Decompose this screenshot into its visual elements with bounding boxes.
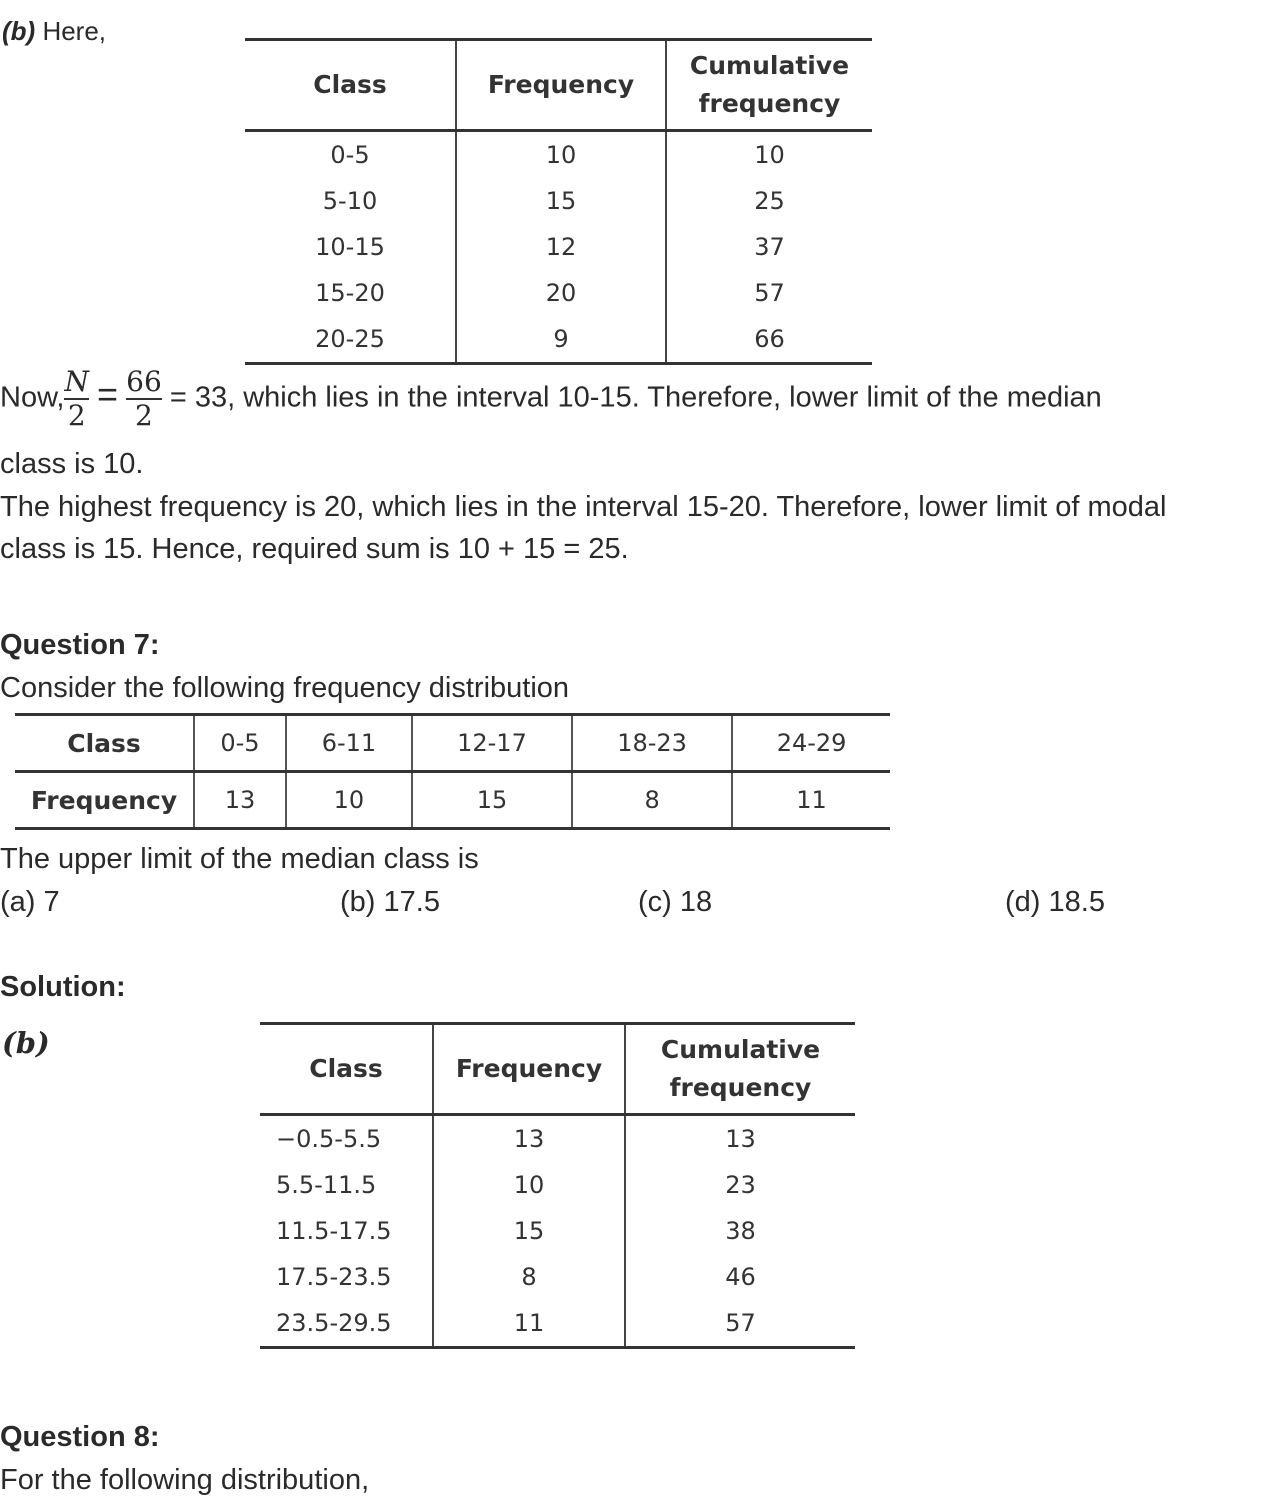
cumulative-cell: 46 <box>625 1254 855 1300</box>
answer-label <box>2 10 106 52</box>
frequency-cell: 15 <box>433 1208 625 1254</box>
frequency-cell: 9 <box>456 316 666 364</box>
class-cell: 10-15 <box>315 233 385 261</box>
median-text: = 33, which lies in the interval 10-15. Therefore, lower limit of the median <box>169 381 1102 414</box>
cumulative-frequency-table-2 <box>260 1022 855 1349</box>
header-frequency: Frequency <box>456 40 666 131</box>
frequency-cell: 8 <box>572 772 732 829</box>
header-frequency: Frequency <box>433 1024 625 1115</box>
class-cell: 0-5 <box>194 715 286 772</box>
class-cell: 12-17 <box>412 715 572 772</box>
cumulative-cell: 10 <box>666 131 872 179</box>
class-cell: 5-10 <box>322 187 378 215</box>
header-cumulative: Cumulative frequency <box>666 40 872 131</box>
table-row <box>245 316 872 364</box>
frequency-cell: 8 <box>433 1254 625 1300</box>
table-row <box>260 1300 855 1348</box>
frequency-cell: 13 <box>433 1115 625 1163</box>
cumulative-cell: 38 <box>625 1208 855 1254</box>
equals-sign: = <box>97 373 119 415</box>
question-7-intro: Consider the following frequency distribution <box>0 672 570 704</box>
table-row <box>260 1208 855 1254</box>
frequency-cell: 12 <box>456 224 666 270</box>
cumulative-cell: 57 <box>625 1300 855 1348</box>
modal-text-1: The highest frequency is 20, which lies in the interval 15-20. Therefore, lower limit of modal <box>0 491 1167 523</box>
frequency-cell: 10 <box>286 772 412 829</box>
median-line <box>0 366 1102 432</box>
class-cell: 24-29 <box>732 715 890 772</box>
fraction-denominator: 2 <box>67 399 86 432</box>
cumulative-frequency-table-1 <box>245 38 872 365</box>
frequency-cell: 10 <box>433 1162 625 1208</box>
frequency-cell: 13 <box>194 772 286 829</box>
header-class: Class <box>245 40 456 131</box>
fraction-denominator-2: 2 <box>135 399 153 432</box>
class-cell: 6-11 <box>286 715 412 772</box>
row-label-class: Class <box>15 715 194 772</box>
now-text: Now, <box>0 381 65 414</box>
cumulative-cell: 66 <box>666 316 872 364</box>
class-cell: 17.5-23.5 <box>276 1263 392 1291</box>
header-cumulative: Cumulative frequency <box>625 1024 855 1115</box>
fraction-numerator: N <box>64 365 89 398</box>
question-7-text: The upper limit of the median class is <box>0 843 479 875</box>
header-class: Class <box>260 1024 433 1115</box>
answer-intro: Here, <box>42 16 107 46</box>
table-row <box>245 224 872 270</box>
cumulative-cell: 23 <box>625 1162 855 1208</box>
class-cell: 18-23 <box>572 715 732 772</box>
row-label-frequency: Frequency <box>30 785 178 815</box>
cumulative-cell: 13 <box>625 1115 855 1163</box>
option-c: (c) 18 <box>638 886 713 918</box>
option-d: (d) 18.5 <box>1005 886 1105 918</box>
solution-title: Solution: <box>0 971 126 1003</box>
class-cell: 5.5-11.5 <box>276 1171 377 1199</box>
class-cell: 0-5 <box>330 141 370 169</box>
modal-text-2: class is 15. Hence, required sum is 10 + 15 = 25. <box>0 533 629 565</box>
option-b: (b) 17.5 <box>340 886 440 918</box>
question-7-title: Question 7: <box>0 629 160 661</box>
frequency-cell: 10 <box>456 131 666 179</box>
median-conclusion: class is 10. <box>0 448 144 480</box>
table-row <box>245 178 872 224</box>
frequency-cell: 11 <box>732 772 890 829</box>
table-row <box>260 1162 855 1208</box>
cumulative-cell: 37 <box>666 224 872 270</box>
class-cell: 11.5-17.5 <box>276 1217 392 1245</box>
question-8-intro: For the following distribution, <box>0 1464 370 1496</box>
question-8-title: Question 8: <box>0 1421 160 1453</box>
table-row <box>260 1115 855 1163</box>
answer-letter: (b) <box>2 16 36 46</box>
frequency-distribution-table <box>15 713 890 830</box>
option-a: (a) 7 <box>0 886 60 918</box>
class-cell: −0.5-5.5 <box>276 1125 382 1153</box>
fraction-numerator-2: 66 <box>126 365 162 398</box>
table-row <box>245 131 872 179</box>
frequency-cell: 15 <box>456 178 666 224</box>
solution-answer: (b) <box>2 1026 50 1060</box>
frequency-cell: 15 <box>412 772 572 829</box>
class-cell: 23.5-29.5 <box>276 1309 392 1337</box>
frequency-cell: 11 <box>433 1300 625 1348</box>
class-cell: 15-20 <box>315 279 385 307</box>
table-row <box>260 1254 855 1300</box>
class-cell: 20-25 <box>315 325 385 353</box>
cumulative-cell: 25 <box>666 178 872 224</box>
frequency-cell: 20 <box>456 270 666 316</box>
table-row <box>245 270 872 316</box>
cumulative-cell: 57 <box>666 270 872 316</box>
